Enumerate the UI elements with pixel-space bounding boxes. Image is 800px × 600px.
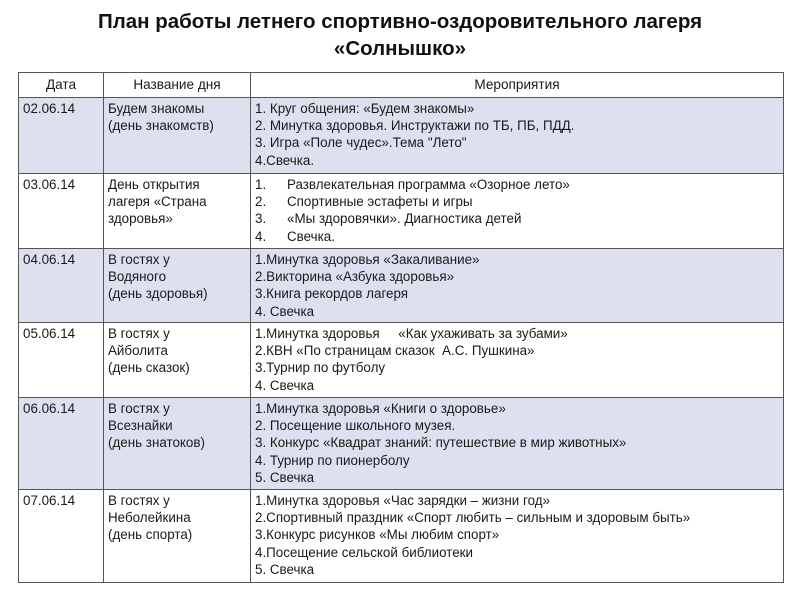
event-item: 2.Викторина «Азбука здоровья» — [255, 269, 455, 285]
day-name-cell — [104, 398, 251, 490]
day-name-line: здоровья» — [108, 211, 173, 227]
event-item: 2.Спортивный праздник «Спорт любить – сильным и здоровым быть» — [255, 510, 691, 526]
event-item: 4.Посещение сельской библиотеки — [255, 544, 474, 560]
day-name-line: В гостях у — [108, 493, 170, 508]
event-item: 5. Свечка — [255, 469, 315, 485]
event-list — [255, 176, 780, 245]
event-item: 1. Развлекательная программа «Озорное лето» — [255, 177, 570, 192]
event-item: 1.Минутка здоровья «Как ухаживать за зубами» — [255, 326, 568, 341]
day-name-line: Неболейкина — [108, 510, 191, 526]
event-item: 4. Свечка — [255, 303, 315, 319]
events-cell — [251, 323, 784, 398]
page-title — [0, 8, 800, 62]
schedule-table — [18, 72, 784, 583]
date-cell: 06.06.14 — [19, 398, 104, 490]
events-cell — [251, 490, 784, 583]
header-date: Дата — [19, 73, 104, 98]
title-line-2: «Солнышко» — [333, 37, 467, 60]
date-cell: 05.06.14 — [19, 323, 104, 398]
day-name-cell — [104, 98, 251, 174]
event-item: 3.Книга рекордов лагеря — [255, 286, 409, 302]
events-cell — [251, 398, 784, 490]
events-cell — [251, 249, 784, 323]
day-name-line: Всезнайки — [108, 418, 173, 434]
event-item: 4. Свечка — [255, 377, 315, 393]
event-item: 1.Минутка здоровья «Книги о здоровье» — [255, 401, 506, 416]
header-events: Мероприятия — [251, 73, 784, 98]
day-name-cell — [104, 174, 251, 249]
table-row — [19, 398, 784, 490]
table-row — [19, 323, 784, 398]
event-item: 3. Конкурс «Квадрат знаний: путешествие в мир животных» — [255, 435, 627, 451]
table-row — [19, 98, 784, 174]
day-name-line: (день спорта) — [108, 527, 193, 543]
event-item: 3.Турнир по футболу — [255, 360, 386, 376]
event-item: 1.Минутка здоровья «Час зарядки – жизни год» — [255, 493, 550, 508]
event-item: 3. «Мы здоровячки». Диагностика детей — [255, 211, 522, 227]
day-name-line: В гостях у — [108, 252, 170, 267]
header-day-name: Название дня — [104, 73, 251, 98]
event-item: 4. Свечка. — [255, 228, 335, 244]
day-name-cell — [104, 490, 251, 583]
day-name-line: Айболита — [108, 343, 168, 359]
day-name-line: В гостях у — [108, 401, 170, 416]
event-item: 3. Игра «Поле чудес».Тема "Лето" — [255, 135, 467, 151]
day-name-line: (день здоровья) — [108, 286, 208, 302]
events-cell — [251, 174, 784, 249]
title-line-1: План работы летнего спортивно-оздоровительного лагеря — [97, 10, 703, 33]
event-item: 4. Турнир по пионерболу — [255, 452, 410, 468]
event-item: 1. Круг общения: «Будем знакомы» — [255, 101, 475, 116]
event-item: 2. Спортивные эстафеты и игры — [255, 194, 473, 210]
table-row — [19, 490, 784, 583]
event-item: 4.Свечка. — [255, 152, 315, 168]
table-row — [19, 174, 784, 249]
date-cell: 03.06.14 — [19, 174, 104, 249]
events-cell — [251, 98, 784, 174]
day-name-line: (день знакомств) — [108, 118, 214, 134]
day-name-line: (день знатоков) — [108, 435, 205, 451]
day-name-line: В гостях у — [108, 326, 170, 341]
event-item: 2. Посещение школьного музея. — [255, 418, 456, 434]
day-name-line: Водяного — [108, 269, 167, 285]
day-name-line: День открытия — [108, 177, 200, 192]
event-item: 5. Свечка — [255, 561, 315, 577]
table-row — [19, 249, 784, 323]
day-name-line: (день сказок) — [108, 360, 190, 376]
event-item: 2. Минутка здоровья. Инструктажи по ТБ, ПБ, ПДД. — [255, 118, 575, 134]
header-row — [19, 73, 784, 98]
event-item: 3.Конкурс рисунков «Мы любим спорт» — [255, 527, 500, 543]
day-name-line: Будем знакомы — [108, 101, 205, 116]
event-item: 1.Минутка здоровья «Закаливание» — [255, 252, 480, 267]
event-item: 2.КВН «По страницам сказок А.С. Пушкина» — [255, 343, 535, 359]
date-cell: 02.06.14 — [19, 98, 104, 174]
day-name-cell — [104, 249, 251, 323]
date-cell: 04.06.14 — [19, 249, 104, 323]
day-name-line: лагеря «Страна — [108, 194, 207, 210]
day-name-cell — [104, 323, 251, 398]
date-cell: 07.06.14 — [19, 490, 104, 583]
